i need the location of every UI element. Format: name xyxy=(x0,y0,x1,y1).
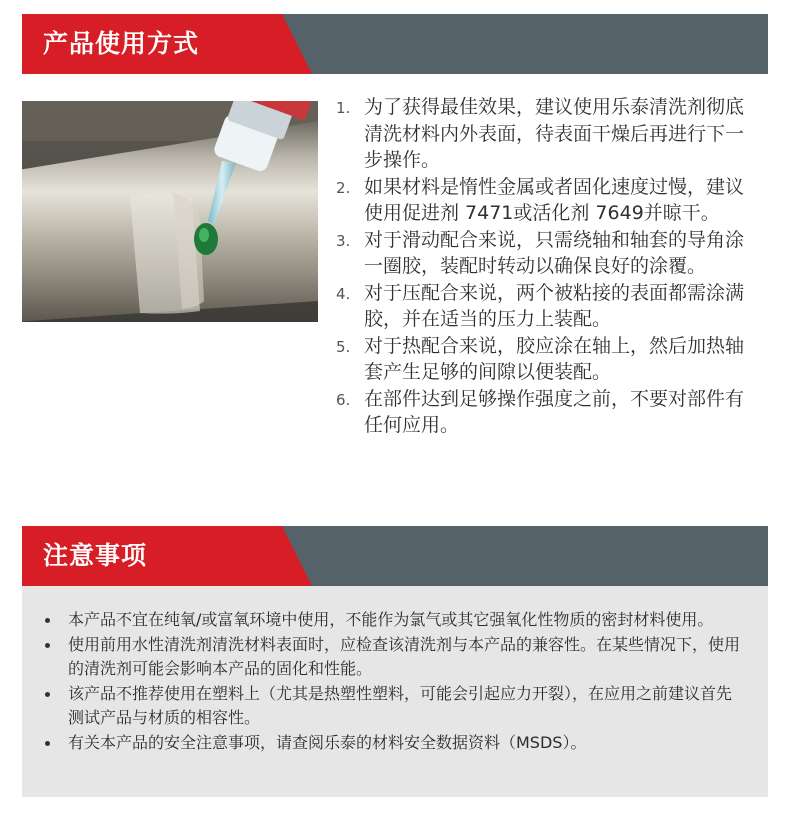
step-number: 4. xyxy=(336,284,351,303)
step-number: 5. xyxy=(336,337,351,356)
step-number: 3. xyxy=(336,231,351,250)
note-text: 使用前用水性清洗剂清洗材料表面时，应检查该清洗剂与本产品的兼容性。在某些情况下，使用的清洗剂可能会影响本产品的固化和性能。 xyxy=(68,634,741,678)
usage-step xyxy=(336,386,756,439)
step-number: 6. xyxy=(336,390,351,409)
note-item xyxy=(40,682,740,731)
notes-list xyxy=(40,608,740,755)
bullet-icon xyxy=(45,618,50,623)
section-banner-usage xyxy=(22,14,768,74)
step-number: 1. xyxy=(336,99,351,117)
usage-steps-list xyxy=(336,94,756,439)
note-text: 该产品不推荐使用在塑料上（尤其是热塑性塑料，可能会引起应力开裂），在应用之前建议首先测试产品与材质的相容性。 xyxy=(68,683,733,727)
step-number: 2. xyxy=(336,178,351,197)
usage-step xyxy=(336,227,756,280)
step-text: 为了获得最佳效果，建议使用乐泰清洗剂彻底清洗材料内外表面，待表面干燥后再进行下一步操作。 xyxy=(364,96,745,171)
usage-step xyxy=(336,174,756,227)
step-text: 对于滑动配合来说，只需绕轴和轴套的导角涂一圈胶，装配时转动以确保良好的涂覆。 xyxy=(364,228,745,277)
application-photo xyxy=(22,101,318,322)
section-title-usage: 产品使用方式 xyxy=(43,29,200,58)
section-title-notes: 注意事项 xyxy=(43,541,148,570)
usage-step xyxy=(336,94,756,174)
step-text: 在部件达到足够操作强度之前，不要对部件有任何应用。 xyxy=(364,387,745,436)
note-text: 有关本产品的安全注意事项，请查阅乐泰的材料安全数据资料（MSDS）。 xyxy=(68,732,587,752)
note-item xyxy=(40,608,740,633)
note-text: 本产品不宜在纯氧/或富氧环境中使用，不能作为氯气或其它强氧化性物质的密封材料使用。 xyxy=(68,610,714,629)
note-item xyxy=(40,633,740,682)
bullet-icon xyxy=(45,741,50,746)
bullet-icon xyxy=(45,643,50,648)
step-text: 对于压配合来说，两个被粘接的表面都需涂满胶，并在适当的压力上装配。 xyxy=(364,281,745,330)
notes-panel xyxy=(22,586,768,797)
usage-step xyxy=(336,280,756,333)
section-banner-notes xyxy=(22,526,768,586)
step-text: 如果材料是惰性金属或者固化速度过慢，建议使用促进剂 7471或活化剂 7649并晾干。 xyxy=(364,175,745,224)
step-text: 对于热配合来说，胶应涂在轴上，然后加热轴套产生足够的间隙以便装配。 xyxy=(364,334,745,383)
usage-step xyxy=(336,333,756,386)
bullet-icon xyxy=(45,692,50,697)
note-item xyxy=(40,731,740,756)
